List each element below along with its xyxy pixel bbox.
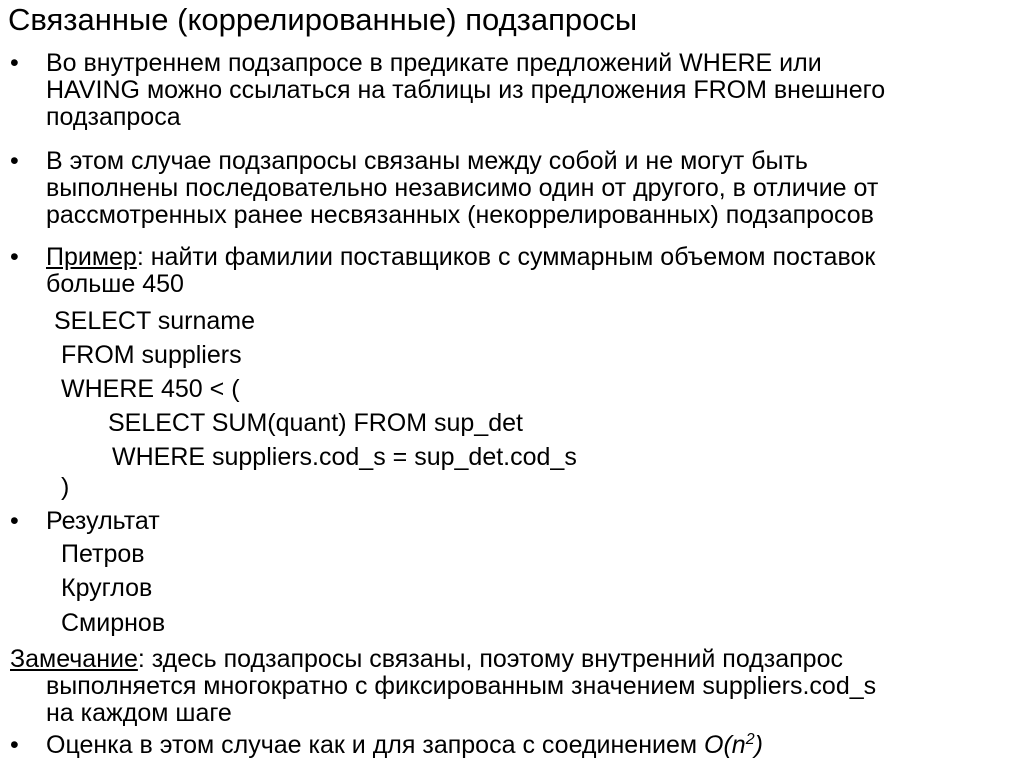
note-line-1 — [10, 646, 843, 672]
bullet-2-line-2: выполнены последовательно независимо один от другого, в отличие от — [46, 174, 879, 202]
note-label: Замечание — [10, 645, 138, 673]
bullet-1-line-3: подзапроса — [46, 103, 181, 131]
result-name-3: Смирнов — [61, 609, 166, 637]
bullet-marker: • — [10, 731, 19, 759]
sql-line-5: WHERE suppliers.cod_s = sup_det.cod_s — [112, 443, 577, 471]
formula-base: O(n — [704, 731, 746, 759]
example-line-2: больше 450 — [46, 270, 184, 298]
bullet-2-line-1: В этом случае подзапросы связаны между собой и не могут быть — [46, 147, 808, 175]
note-text: : здесь подзапросы связаны, поэтому внутренний подзапрос — [137, 645, 843, 673]
complexity-formula — [704, 731, 763, 759]
estimate-line — [46, 732, 1016, 758]
bullet-marker: • — [10, 507, 19, 535]
note-line-3: на каждом шаге — [46, 699, 232, 727]
bullet-marker: • — [10, 49, 19, 77]
example-label: Пример — [46, 243, 137, 271]
result-name-1: Петров — [61, 540, 145, 568]
sql-line-6: ) — [61, 473, 70, 501]
bullet-1-line-1: Во внутреннем подзапросе в предикате предложений WHERE или — [46, 49, 822, 77]
sql-line-1: SELECT surname — [54, 307, 256, 335]
sql-line-2: FROM suppliers — [61, 341, 242, 369]
slide-title: Связанные (коррелированные) подзапросы — [8, 2, 638, 37]
sql-line-3: WHERE 450 < ( — [61, 375, 240, 403]
example-line-1 — [46, 244, 1016, 270]
bullet-marker: • — [10, 147, 19, 175]
result-label: Результат — [46, 507, 160, 535]
bullet-2-line-3: рассмотренных ранее несвязанных (некоррелированных) подзапросов — [46, 201, 874, 229]
bullet-marker: • — [10, 243, 19, 271]
formula-exponent: 2 — [745, 731, 755, 748]
bullet-1-line-2: HAVING можно ссылаться на таблицы из предложения FROM внешнего — [46, 76, 886, 104]
note-line-2: выполняется многократно с фиксированным значением suppliers.cod_s — [46, 672, 877, 700]
sql-line-4: SELECT SUM(quant) FROM sup_det — [108, 409, 523, 437]
example-text: : найти фамилии поставщиков с суммарным объемом поставок — [136, 243, 876, 271]
formula-close: ) — [754, 731, 763, 759]
result-name-2: Круглов — [61, 574, 153, 602]
estimate-text: Оценка в этом случае как и для запроса с соединением — [46, 731, 704, 759]
